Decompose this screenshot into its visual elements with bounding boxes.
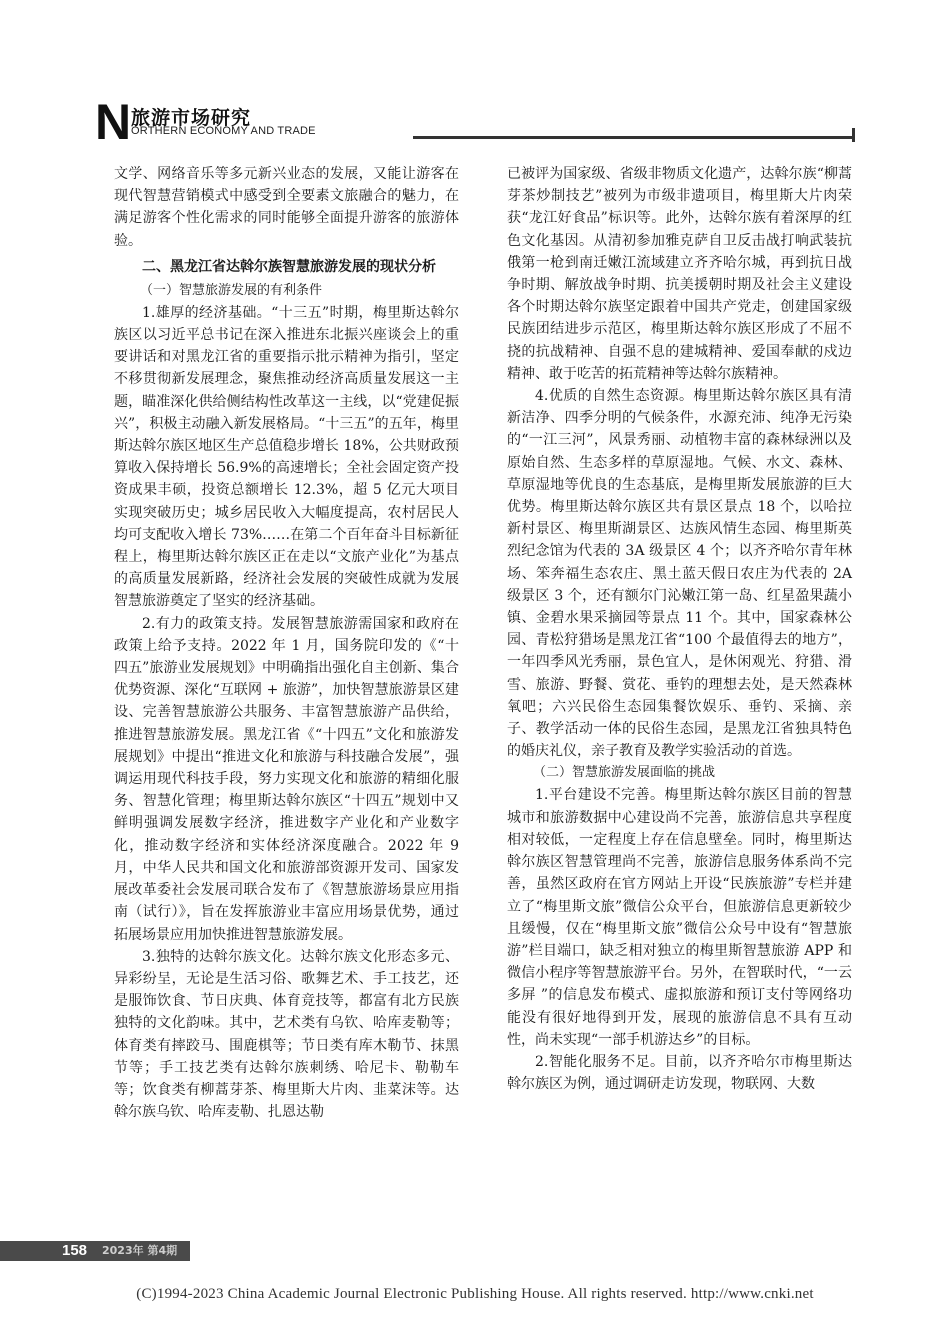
left-column xyxy=(114,163,459,1123)
header-rule xyxy=(413,136,855,139)
paragraph-natural-resources: 4.优质的自然生态资源。梅里斯达斡尔族区具有清新洁净、四季分明的气候条件，水源充沛、纯净无污染的“一江三河”，风景秀丽、动植物丰富的森林绿洲以及原始自然、生态多样的草原湿地。气候、水文、森林、草原湿地等优良的生态基底，是梅里斯发展旅游的巨大优势。梅里斯达斡尔族区共有景区景点 18 个，以哈拉新村景区、梅里斯湖景区、达族风情生态园、梅里斯英烈纪念馆为代表的 3A 级景区 4 个；以齐齐哈尔青年林场、笨奔福生态农庄、黑土蓝天假日农庄为代表的 2A 级景区 3 个，还有额尔门沁嫩江第一岛、红星盈果蔬小镇、金碧水果采摘园等景点 11 个。其中，国家森林公园、青松狩猎场是黑龙江省“100 个最值得去的地方”，一年四季风光秀丽，景色宜人，是休闲观光、狩猎、滑雪、旅游、野餐、赏花、垂钓的理想去处，是天然森林氧吧；六兴民俗生态园集餐饮娱乐、垂钓、采摘、亲子、教学活动一体的民俗生态园，是黑龙江省独具特色的婚庆礼仪，亲子教育及教学实验活动的首选。 xyxy=(507,388,852,760)
paragraph-intro-continued: 文学、网络音乐等多元新兴业态的发展，又能让游客在现代智慧营销模式中感受到全要素文旅融合的魅力，在满足游客个性化需求的同时能够全面提升游客的旅游体验。 xyxy=(114,166,459,249)
journal-logo-letter: N xyxy=(95,94,132,150)
copyright-line: (C)1994-2023 China Academic Journal Electronic Publishing House. All rights reserved. http://www.cnki.net xyxy=(136,1286,814,1302)
paragraph-daur-culture: 3.独特的达斡尔族文化。达斡尔族文化形态多元、异彩纷呈，无论是生活习俗、歌舞艺术、手工技艺，还是服饰饮食、节日庆典、体育竞技等，都富有北方民族独特的文化韵味。其中，艺术类有乌钦、哈库麦勒等；体育类有摔跤马、围鹿棋等；节日类有库木勒节、抹黑节等；手工技艺类有达斡尔族刺绣、哈尼卡、勒勒车等；饮食类有柳蒿芽茶、梅里斯大片肉、韭菜沫等。达斡尔族乌钦、哈库麦勒、扎恩达勒 xyxy=(114,948,459,1121)
header-rule-end xyxy=(852,128,855,142)
journal-header xyxy=(95,94,855,150)
section-heading: 二、黑龙江省达斡尔族智慧旅游发展的现状分析 xyxy=(142,258,436,275)
paragraph-policy-support: 2.有力的政策支持。发展智慧旅游需国家和政府在政策上给予支持。2022 年 1 月，国务院印发的《“十四五”旅游业发展规划》中明确指出强化自主创新、集合优势资源、深化“互联网 + 旅游”，加快智慧旅游景区建设、完善智慧旅游公共服务、丰富智慧旅游产品供给，推进智慧旅游发展。黑龙江省《“十四五”文化和旅游发展规划》中提出“推进文化和旅游与科技融合发展”，强调运用现代科技手段，努力实现文化和旅游的精细化服务、智慧化管理；梅里斯达斡尔族区“十四五”规划中又鲜明强调发展数字经济，推进数字产业化和产业数字化，推动数字经济和实体经济深度融合。2022 年 9 月，中华人民共和国文化和旅游部资源开发司、国家发展改革委社会发展司联合发布了《智慧旅游场景应用指南（试行）》，旨在发挥旅游业丰富应用场景优势，通过拓展场景应用加快推进智慧旅游发展。 xyxy=(114,615,459,943)
paragraph-culture-continued: 已被评为国家级、省级非物质文化遗产，达斡尔族“柳蒿芽茶炒制技艺”被列为市级非遗项目，梅里斯大片肉荣获“龙江好食品”标识等。此外，达斡尔族有着深厚的红色文化基因。从清初参加雅克萨自卫反击战打响武装抗俄第一枪到南迁嫩江流域建立齐齐哈尔城，再到抗日战争时期、解放战争时期、抗美援朝时期及社会主义建设各个时期达斡尔族坚定跟着中国共产党走，创建国家级民族团结进步示范区，梅里斯达斡尔族区形成了不屈不挠的抗战精神、自强不息的建城精神、爱国奉献的戍边精神、敢于吃苦的拓荒精神等达斡尔族精神。 xyxy=(507,166,852,382)
issue-label: 2023年 第4期 xyxy=(102,1244,178,1257)
journal-name: ORTHERN ECONOMY AND TRADE xyxy=(131,125,316,137)
paragraph-smart-service: 2.智能化服务不足。目前，以齐齐哈尔市梅里斯达斡尔族区为例，通过调研走访发现，物联网、大数 xyxy=(507,1053,852,1093)
subsection-heading: （一）智慧旅游发展的有利条件 xyxy=(140,282,323,298)
right-column xyxy=(507,163,852,1095)
section-title: 旅游市场研究 xyxy=(131,107,252,129)
paragraph-economic-base: 1.雄厚的经济基础。“十三五”时期，梅里斯达斡尔族区以习近平总书记在深入推进东北振兴座谈会上的重要讲话和对黑龙江省的重要指示批示精神为指引，坚定不移贯彻新发展理念，聚焦推动经济高质量发展这一主题，瞄准深化供给侧结构性改革这一主线，以“党建促振兴”，积极主动融入新发展格局。“十三五”的五年，梅里斯达斡尔族区地区生产总值稳步增长 18%，公共财政预算收入保持增长 56.9%的高速增长；全社会固定资产投资成果丰硕，投资总额增长 12.3%，超 5 亿元大项目实现突破历史；城乡居民收入大幅度提高，农村居民人均可支配收入增长 73%……在第二个百年奋斗目标新征程上，梅里斯达斡尔族区正在走以“文旅产业化”为基点的高质量发展新路，经济社会发展的突破性成就为发展智慧旅游奠定了坚实的经济基础。 xyxy=(114,304,459,610)
page-number: 158 xyxy=(62,1242,88,1259)
subsection-heading-challenges: （二）智慧旅游发展面临的挑战 xyxy=(533,765,716,781)
paragraph-platform: 1.平台建设不完善。梅里斯达斡尔族区目前的智慧城市和旅游数据中心建设尚不完善，旅游信息共享程度相对较低，一定程度上存在信息壁垒。同时，梅里斯达斡尔族区智慧管理尚不完善，旅游信息服务体系尚不完善，虽然区政府在官方网站上开设“民族旅游”专栏并建立了“梅里斯文旅”微信公众平台，但旅游信息更新较少且缓慢，仅在“梅里斯文旅”微信公众号中设有“智慧旅游”栏目端口，缺乏相对独立的梅里斯智慧旅游 APP 和微信小程序等智慧旅游平台。另外，在智联时代，“一云多屏 ”的信息发布模式、虚拟旅游和预订支付等网络功能没有很好地得到开发，展现的旅游信息不具有互动性，尚未实现“一部手机游达乡”的目标。 xyxy=(507,787,852,1048)
